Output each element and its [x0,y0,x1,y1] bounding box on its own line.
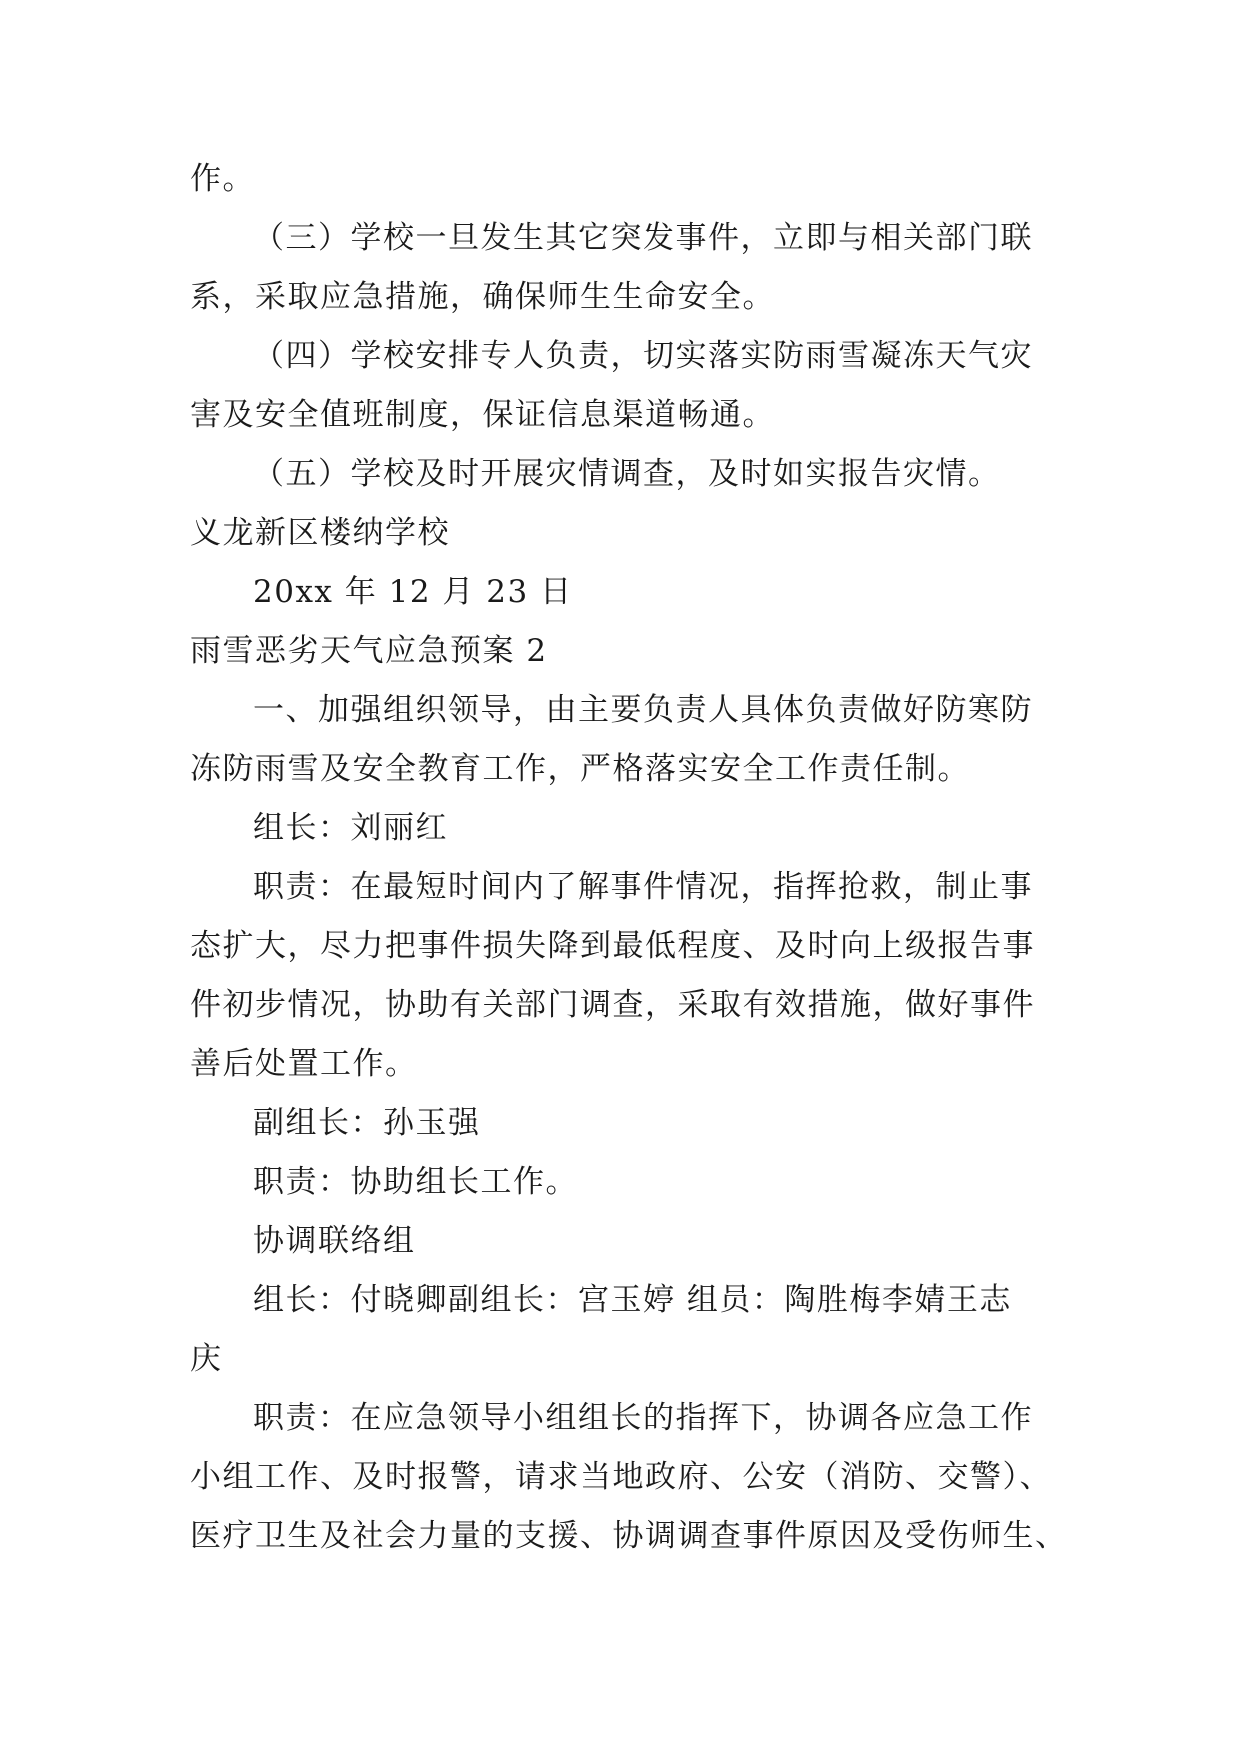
document-date: 20xx 年 12 月 23 日 [253,574,573,610]
text-line: 庆 [190,1341,223,1377]
text-line: 医疗卫生及社会力量的支援、协调调查事件原因及受伤师生、 [190,1518,1068,1554]
document-page [190,150,1070,1566]
text-line: 善后处置工作。 [190,1046,418,1082]
text-line: 职责：在最短时间内了解事件情况，指挥抢救，制止事 [253,869,1033,905]
text-line: （四）学校安排专人负责，切实落实防雨雪凝冻天气灾 [253,338,1033,374]
text-line: 冻防雨雪及安全教育工作，严格落实安全工作责任制。 [190,751,970,787]
text-line: 职责：在应急领导小组组长的指挥下，协调各应急工作 [253,1400,1033,1436]
text-line: 一、加强组织领导，由主要负责人具体负责做好防寒防 [253,692,1033,728]
text-line: 协调联络组 [253,1223,416,1259]
text-line: 副组长：孙玉强 [253,1105,481,1141]
text-line: 害及安全值班制度，保证信息渠道畅通。 [190,397,775,433]
text-line: 职责：协助组长工作。 [253,1164,578,1200]
text-line: 件初步情况，协助有关部门调查，采取有效措施，做好事件 [190,987,1035,1023]
text-line: 系，采取应急措施，确保师生生命安全。 [190,279,775,315]
text-line: 态扩大，尽力把事件损失降到最低程度、及时向上级报告事 [190,928,1035,964]
school-name: 义龙新区楼纳学校 [190,515,450,551]
text-line: 作。 [190,161,255,197]
section-title: 雨雪恶劣天气应急预案 2 [190,633,548,669]
text-line: 小组工作、及时报警，请求当地政府、公安（消防、交警）、 [190,1459,1052,1495]
text-line: （三）学校一旦发生其它突发事件，立即与相关部门联 [253,220,1033,256]
text-line: 组长：付晓卿副组长：宫玉婷 组员：陶胜梅李婧王志 [253,1282,1012,1318]
text-line: 组长：刘丽红 [253,810,448,846]
text-line: （五）学校及时开展灾情调查，及时如实报告灾情。 [253,456,1001,492]
